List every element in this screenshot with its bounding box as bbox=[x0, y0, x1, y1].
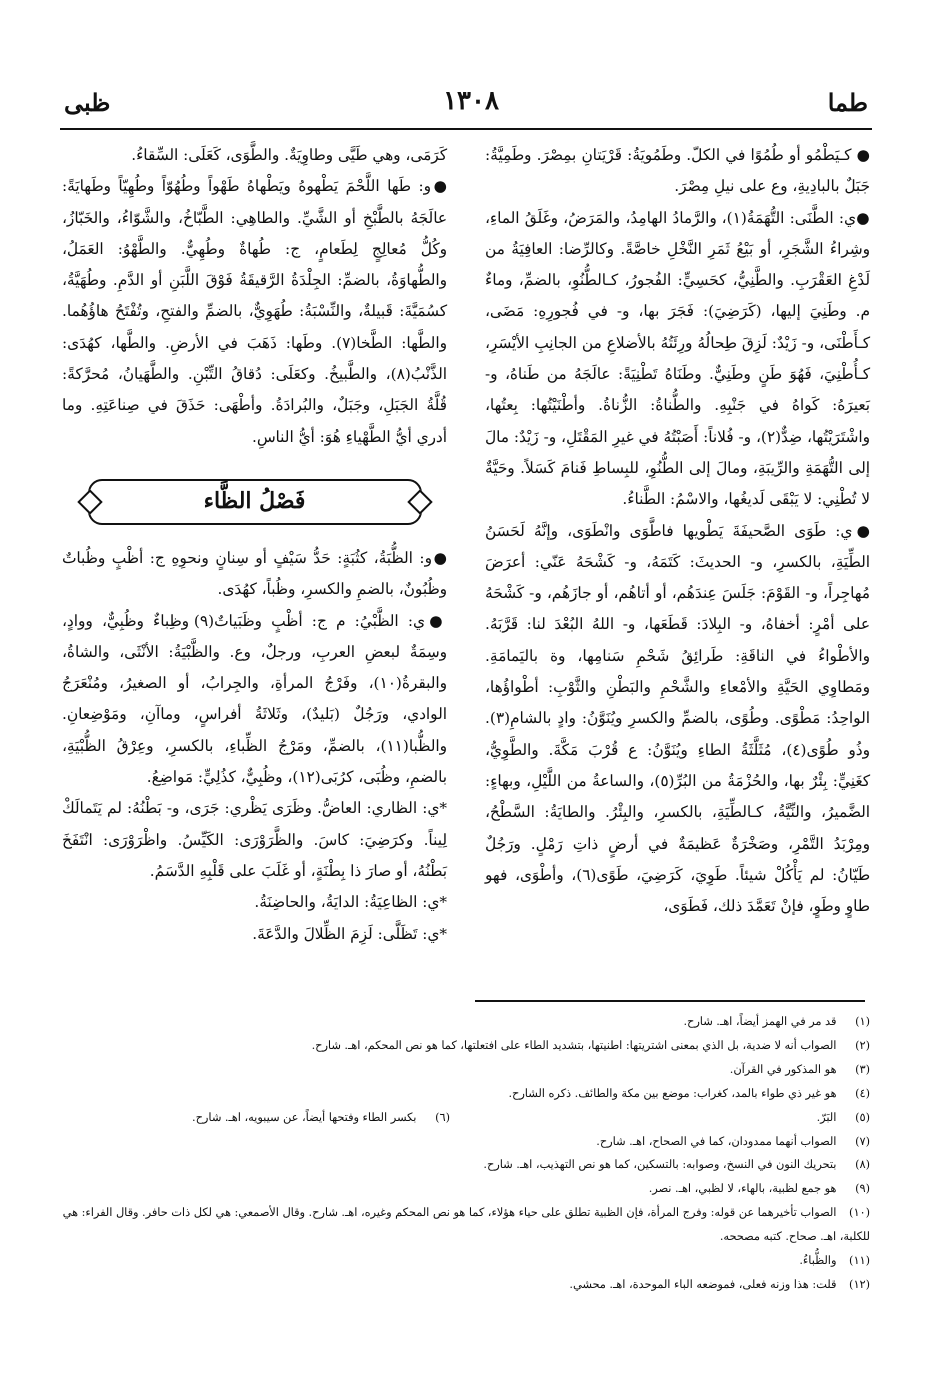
entry-paragraph: ●ي: طَوَى الصَّحيفَةَ يَطْويها فاطَّوَى وانْطَوَى، وإنَّهُ لَحَسَنُ الطِّيَةِ، بالكسرِ، و- الحديثَ: كَتَمَهُ، و- كَشْحَهُ عَنّي: أعرَضَ مُهاجِراً، و- القَوْمَ: جَلَسَ عِندَهُم، أو أتاهُم، أو جازَهُم، و- كَشْحَهُ على أمْرٍ: أخفاهُ، و- البِلادَ: قَطَعَها، و- اللهُ البُعْدَ لنا: قَرَّبَهُ. والأطْواءُ في الناقَةِ: طَرائِقُ شَحْمِ سَنامِها، وة باليَمامَةِ. ومَطاوِي الحَيَّةِ والأمْعاءِ والشَّحْمِ والبَطْنِ والثَّوْبِ: أطْواؤُها، الواحِدُ: مَطْوًى. وطُوًى، بالضمِّ والكسرِ ويُنَوَّنُ: وادٍ بالشامِ(٣). وذُو طُوًى(٤)، مُثَلَّثَةُ الطاءِ ويُنَوَّنُ: ع قُرْبَ مَكَّةَ. والطَّوِيُّ، كغَنِيٍّ: بِئْرٌ بها، والحُزْمَةُ من البُرِّ(٥)، والساعةُ من اللَّيْلِ، وبهاءٍ: الضَّميرُ، والنِّيَّةُ، كـالطِّيَةِ، بالكسرِ، والبِئْرُ. والطايَةُ: السَّطْحُ، ومِرْبَدُ التَّمْرِ، وصَخْرَةٌ عَظيمَةٌ في أرضٍ ذاتِ رَمْلٍ. ورَجُلٌ طَيّانُ: لم يَأْكُلْ شيئاً. طَوِيَ، كَرَضِيَ، طَوًى(٦)، وأطْوَى، فهو طاوٍ وطَوٍ، فإنْ تَعَمَّدَ ذلك، فَطَوَى، bbox=[485, 521, 871, 916]
right-column bbox=[485, 140, 870, 922]
footnote bbox=[60, 1130, 870, 1154]
footnote bbox=[60, 1034, 870, 1058]
footnote bbox=[60, 1058, 870, 1082]
footnote bbox=[60, 1177, 870, 1201]
footnote-number: (٥) bbox=[855, 1110, 870, 1124]
left-column bbox=[62, 140, 447, 950]
footnote-number: (٨) bbox=[855, 1158, 870, 1172]
footnote-number: (٤) bbox=[855, 1086, 870, 1100]
footnote-text: هو غير ذي طواء بالمد، كغراب: موضع بين مكة والطائف. ذكره الشارح. bbox=[508, 1086, 837, 1100]
footnote-text: هو المذكور في القرآن. bbox=[729, 1062, 837, 1076]
footnote bbox=[60, 1273, 870, 1297]
header-right-word: طما bbox=[827, 88, 868, 117]
footnote-text: والظُّباءُ. bbox=[799, 1254, 837, 1268]
footnote bbox=[450, 1106, 870, 1130]
footnote-number: (١١) bbox=[849, 1254, 870, 1268]
footnote-number: (٢) bbox=[855, 1038, 870, 1052]
footnote-text: هو جمع لظبية، بالهاء، لا لظبي، اهـ. نصر. bbox=[648, 1182, 837, 1196]
entry-paragraph: *ي: تَظَلَّى: لَزِمَ الظِّلالَ والدَّعَةَ. bbox=[252, 924, 447, 943]
footnotes bbox=[60, 1010, 870, 1297]
footnote-number: (١٢) bbox=[849, 1277, 870, 1291]
entry-paragraph: ●و: الظُّبَةُ، كثُبَةٍ: حَدُّ سَيْفٍ أو سِنانٍ ونحوِهِ ج: أظْبٍ وظُباتٌ وظُبُونٌ، بالضمِ والكسرِ، وظُباً، كهُدَى. bbox=[62, 548, 447, 599]
footnote-rule bbox=[475, 1000, 865, 1002]
footnote-number: (٩) bbox=[855, 1182, 870, 1196]
entry-paragraph: كَرَمَى، وهي طَيَّى وطاوِيَةٌ. والطَّوَى، كَعَلَى: السِّقاءُ. bbox=[131, 146, 447, 164]
footnote-number: (٧) bbox=[855, 1134, 870, 1148]
entry-paragraph: ●و: طَها اللَّحْمَ يَطْهوهُ ويَطْهاهُ طَهْواً وطُهُوّاً وطُهِيّاً وطَهايَةً: عالَجَهُ بالطَّبْخِ أو الشَّيِّ. والطاهِي: الطَّبّاخُ، والشَّوّاءُ، والخَبّازُ، وكُلُّ مُعالِجٍ لِطَعامٍ، ج: طُهاةٌ وطُهِيٌّ. والطَّهْوُ: العَمَلُ، والطُّهاوَةُ، بالضمِّ: الجِلْدَةُ الرَّقيقَةُ فَوْقَ اللَّبَنِ أو الدَّمِ. وطُهَيَّةُ، كسُمَيَّةَ: قَبيلةٌ، والنِّسْبَةُ: طُهَوِيٌّ، بالضمِّ والفتحِ، وتُفْتَحُ هاؤُهُما. والطَّها: الطَّخا(٧). وطَها: ذَهَبَ في الأرضِ. والطَّها، كهُدَى: الذَّنْبُ(٨)، والطَّبيخُ. وكعَلَى: دُقاقُ التِّبْنِ. والطَّهَيانُ، مُحرَّكةً: قُلَّةُ الجَبَلِ، وجَبَلٌ، والبُرادَةُ. وأطْهَى: حَذَقَ في صِناعَتِهِ. وما أدري أيُّ الطَّهْياءِ هُوَ: أيُّ الناسِ. bbox=[62, 177, 447, 446]
footnote bbox=[60, 1201, 870, 1249]
section-title: فَصْلُ الظَّاء bbox=[203, 488, 306, 515]
footnote-number: (٣) bbox=[855, 1062, 870, 1076]
footnote bbox=[60, 1249, 870, 1273]
footnote-number: (٦) bbox=[435, 1110, 450, 1124]
entry-paragraph: ● كـيَطْمُو أو طُمُوًا في الكلّ. وطَمُويَةُ: قَرْيَتانِ بمِصْرَ. وطَمِيَّةُ: جَبَلٌ بالبادِيةِ، وع على نيلِ مِصْرَ. bbox=[485, 146, 870, 196]
header-left-word: ظبى bbox=[64, 88, 111, 117]
footnote-text: بكسر الطاء وفتحها أيضاً، عن سيبويه، اهـ. شارح. bbox=[192, 1110, 417, 1124]
footnote bbox=[192, 1106, 450, 1130]
footnote-text: قد مر في الهمز أيضاً، اهـ. شارح. bbox=[683, 1015, 837, 1028]
footnote-text: الصواب أنه لا ضدية، بل الذي بمعنى اشتريتها: اطنيتها، بتشديد الطاء على افتعلتها، كما هو نص المحكم، اهـ. شارح. bbox=[311, 1038, 837, 1052]
footnote-text: الصواب تأخيرهما عن قوله: وفرج المرأة، فإن الظبية تطلق على حياء هؤلاء، كما هو نص المحكم وغيره، اهـ. شارح. وقال الأصمعي: هي لكل ذات حافر. وقال الفراء: هي للكلبة، اهـ. صحاح. كتبه مصححه. bbox=[62, 1206, 870, 1244]
page-number: ١٣٠٨ bbox=[443, 86, 499, 116]
footnote-number: (١٠) bbox=[849, 1206, 870, 1220]
footnote bbox=[60, 1153, 870, 1177]
entry-paragraph: ●ي: الطَّنَى: التُّهَمَةُ(١)، والرَّمادُ الهامِدُ، والمَرَضُ، وغَلَقُ الماءِ، وشِراءُ الشَّجَرِ، أو بَيْعُ ثَمَرِ النَّخْلِ خاصَّةً. وكالرِّضا: العافِيَةُ من لَدْغِ العَقْرَبِ. والطَّنِيُّ، كحَسِيٍّ: الفُجورُ، كـالطُّنُوِ، بالضمِّ، وماءٌ م. وطَنِيَ إليها، (كَرَضِيَ): فَجَرَ بها، و- في فُجورِهِ: مَضَى، كـأَطْنَى، و- زَيْدٌ: لَزِقَ طِحالُهُ ورِئَتُهُ بالأضلاعِ من الجانِبِ الأيْسَرِ، كـأُطْنِيَ، فَهُوَ طَنٍ وطَنِيٌّ. وطَنَاهُ تَطْنِيَةً: عالَجَهُ من طَناهُ، و- بَعيرَهُ: كَواهُ في جَنْبِهِ. والطُّناةُ: الزُّناةُ. وأطْنَيْتُها: بِعتُها، واشْتَرَيْتُها، ضِدٌّ(٢)، و- فُلاناً: أَصَبْتُهُ في غيرِ المَقْتَلِ، و- زَيْدٌ: مالَ إلى التُّهَمَةِ والرِّيبَةِ، ومالَ إلى الطُّنُوِ، للبِساطِ فَنامَ كَسَلاً. وحَيَّةٌ لا تُطْنِي: لا يَبْقَى لَديغُها، والاسْمُ: الطَّناءُ. bbox=[485, 208, 870, 509]
footnote-pair bbox=[60, 1106, 870, 1130]
footnote-number: (١) bbox=[855, 1015, 870, 1028]
footnote-text: قلت: هذا وزنه فعلى، فموضعه الباء الموحدة، اهـ. محشي. bbox=[569, 1277, 837, 1291]
footnote-text: البَرّ. bbox=[816, 1110, 837, 1124]
header-rule bbox=[60, 128, 872, 130]
footnote bbox=[60, 1082, 870, 1106]
footnote-text: الصواب أنهما ممدودان، كما في الصحاح، اهـ. شارح. bbox=[596, 1134, 837, 1148]
footnote bbox=[60, 1010, 870, 1034]
footnote-text: بتحريك النون في النسخ، وصوابه: بالتسكين، كما هو نص التهذيب، اهـ. شارح. bbox=[483, 1158, 837, 1172]
entry-paragraph: *ي: الظاعِيَةُ: الدايَةُ، والحاضِنَةُ. bbox=[254, 893, 447, 912]
section-title-frame bbox=[88, 479, 422, 525]
entry-paragraph: *ي: الظاري: العاضُّ. وظَرَى يَظْري: جَرَى، و- بَطْنُهُ: لم يَتَمالَكْ لِيناً. وكرَضِيَ: كاسَ. والظَّرَوْرَى: الكَيِّسُ. واظْرَوْرَى: انْتَفَخَ بَطْنُهُ، أو صارَ ذا بِطْنَةٍ، أو غَلَبَ على قَلْبِهِ الدَّسَمُ. bbox=[62, 799, 447, 880]
entry-paragraph: ●ي: الظَّبْيُ: م ج: أظْبٍ وظَبَياتٌ(٩) وظِباءٌ وظُبِيٌّ، ووادٍ، وسِمَةٌ لبعضِ العربِ، ورجلٌ، وع. والظَّبْيَةُ: الأنْثَى، والشاةُ، والبقرةُ(١٠)، وفَرْجُ المرأةِ، والجِرابُ، أو الصغيرُ، ومُنْعَرَجُ الوادي، ورَجُلٌ (بَليدٌ)، وثَلاثَةُ أفراسٍ، وماآنِ، ومَوْضِعانِ. والظُّبا(١١)، بالضمِّ، ومَرْجُ الظِّباءِ، بالكسرِ، وعِرْقُ الظُّبْيَةِ، بالضمِ، وظُبَى، كرُبَى(١٢)، وظُبِيٌّ، كذُلِيٍّ: مَواضِعُ. bbox=[62, 611, 447, 787]
